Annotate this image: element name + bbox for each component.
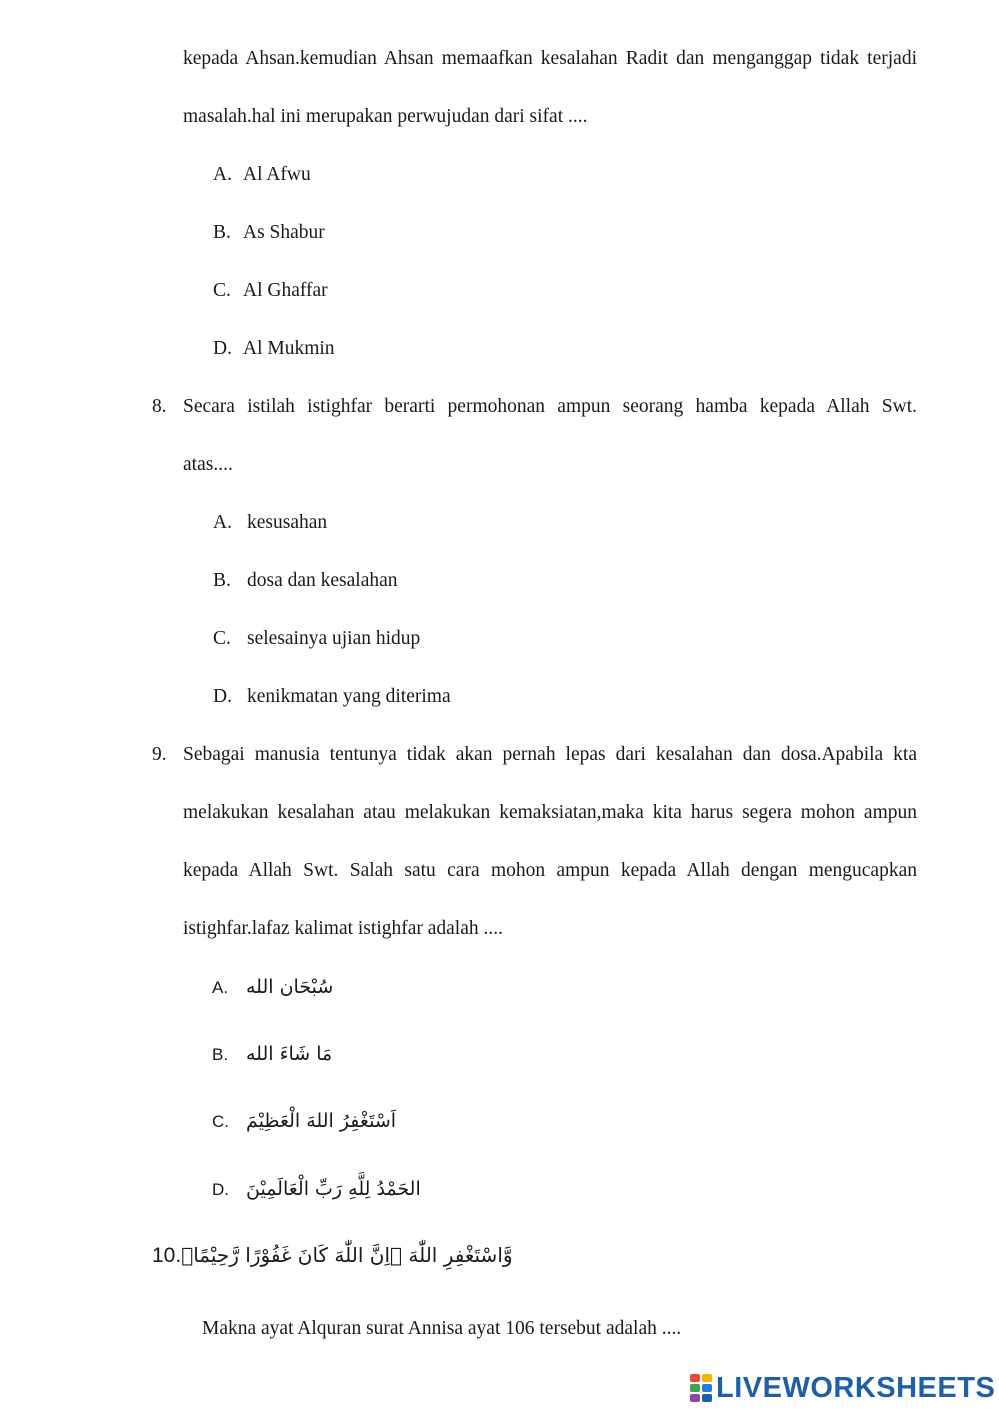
liveworksheets-logo-text: LIVEWORKSHEETS [716,1371,996,1404]
q9-text-line-4: istighfar.lafaz kalimat istighfar adalah .... [183,918,504,939]
q9-option-d[interactable]: D. الحَمْدُ لِلَّهِ رَبِّ الْعَالَمِيْنَ [212,1178,421,1200]
q8-option-d[interactable]: D. kenikmatan yang diterima [213,686,451,707]
q10-arabic-verse: وَّاسْتَغْفِرِ اللّٰهَ ۗاِنَّ اللّٰهَ كَانَ غَفُوْرًا رَّحِيْمًاۚ [181,1243,513,1267]
q7-text-line-2: masalah.hal ini merupakan perwujudan dari sifat .... [183,106,588,127]
q10-heading [152,1243,513,1268]
q10-question-text: Makna ayat Alquran surat Annisa ayat 106 tersebut adalah .... [202,1318,682,1339]
q8-number: 8. [152,396,167,417]
liveworksheets-logo-icon [690,1374,712,1402]
q9-option-b[interactable]: B. مَا شَاءَ الله [212,1043,333,1065]
q8-option-c[interactable]: C. selesainya ujian hidup [213,628,421,649]
q8-text-line-1: Secara istilah istighfar berarti permohonan ampun seorang hamba kepada Allah Swt. [183,396,917,417]
q7-text-line-1: kepada Ahsan.kemudian Ahsan memaafkan kesalahan Radit dan menganggap tidak terjadi [183,48,917,69]
q9-text-line-3: kepada Allah Swt. Salah satu cara mohon ampun kepada Allah dengan mengucapkan [183,860,917,881]
q7-option-b[interactable]: B. As Shabur [213,222,325,243]
q9-option-a[interactable]: A. سُبْحَان الله [212,976,334,998]
q8-option-a[interactable]: A. kesusahan [213,512,328,533]
liveworksheets-logo[interactable] [690,1372,995,1404]
q9-text-line-1: Sebagai manusia tentunya tidak akan pernah lepas dari kesalahan dan dosa.Apabila kta [183,744,917,765]
q10-number: 10. [152,1244,182,1267]
q7-option-a[interactable]: A. Al Afwu [213,164,311,185]
q9-option-c[interactable]: C. اَسْتَغْفِرُ اللهَ الْعَظِيْمَ [212,1110,397,1132]
q8-option-b[interactable]: B. dosa dan kesalahan [213,570,398,591]
q8-text-line-2: atas.... [183,454,233,475]
q7-option-c[interactable]: C. Al Ghaffar [213,280,328,301]
q9-number: 9. [152,744,167,765]
q7-option-d[interactable]: D. Al Mukmin [213,338,335,359]
q9-text-line-2: melakukan kesalahan atau melakukan kemaksiatan,maka kita harus segera mohon ampun [183,802,917,823]
